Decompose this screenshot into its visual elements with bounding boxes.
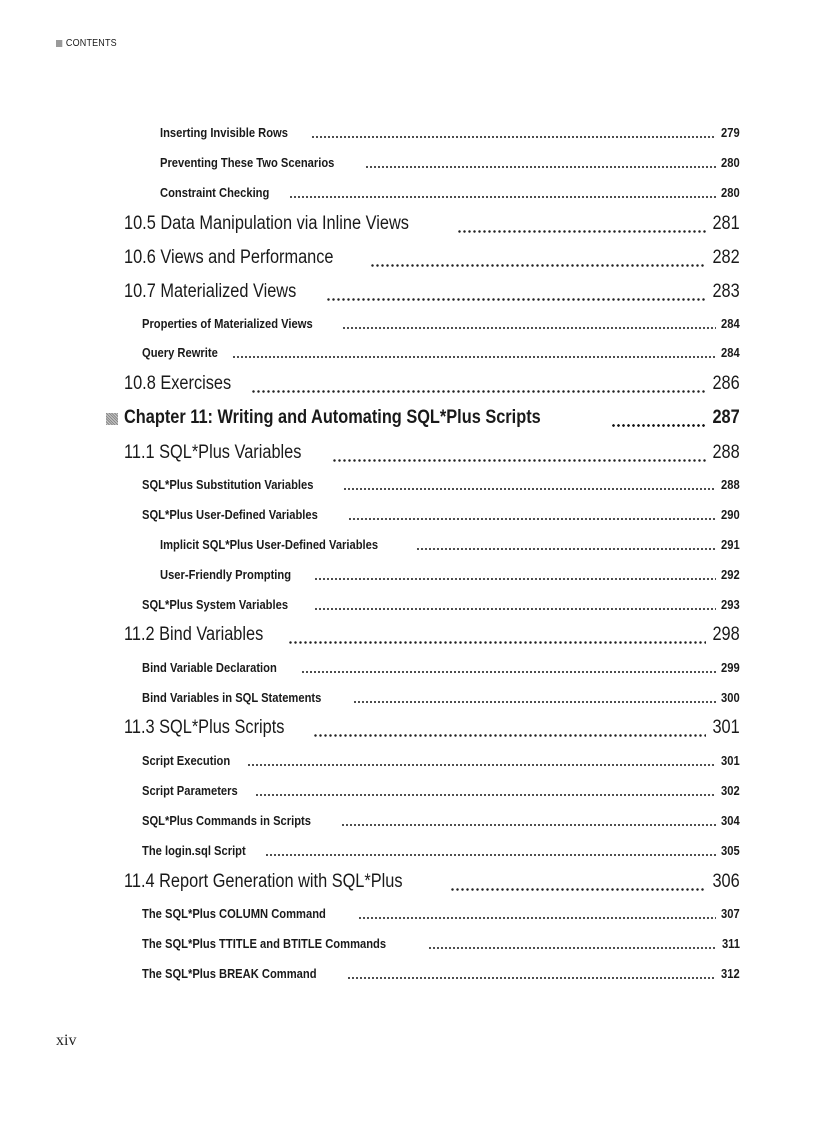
toc-entry-page: 302 [721,783,740,798]
toc-section-page: 301 [712,717,740,738]
toc-section[interactable] [124,245,740,269]
toc-entry[interactable] [142,780,740,798]
dot-leader [332,446,706,464]
toc-entry[interactable] [160,122,740,140]
dot-leader [265,845,717,858]
toc-section-title: 10.6 Views and Performance [124,247,334,268]
toc-entry-page: 311 [721,936,740,951]
toc-section[interactable] [124,279,740,303]
toc-entry-title: SQL*Plus User-Defined Variables [142,507,318,522]
toc-entry[interactable] [142,342,740,360]
toc-section-title: 10.7 Materialized Views [124,281,297,302]
dot-leader [450,875,706,893]
toc-entry[interactable] [160,182,740,200]
toc-entry[interactable] [160,152,740,170]
toc-entry[interactable] [142,474,740,492]
toc-entry-page: 284 [721,345,740,360]
dot-leader [326,285,706,303]
toc-section[interactable] [124,622,740,646]
toc-entry-title: Bind Variable Declaration [142,660,277,675]
toc-entry-page: 291 [721,537,740,552]
dot-leader [313,721,707,739]
toc-entry[interactable] [142,963,740,981]
toc-entry-page: 280 [721,185,740,200]
toc-entry[interactable] [160,564,740,582]
dot-leader [343,479,716,492]
toc-section-title: 11.3 SQL*Plus Scripts [124,717,285,738]
dot-leader [365,157,717,170]
toc-entry[interactable] [142,657,740,675]
toc-entry-page: 280 [721,155,740,170]
toc-entry-page: 300 [721,690,740,705]
toc-section-page: 288 [712,442,740,463]
header-label: CONTENTS [65,38,117,49]
toc-section-title: 11.2 Bind Variables [124,624,264,645]
toc-section-page: 286 [712,373,740,394]
toc-entry-title: Inserting Invisible Rows [160,125,288,140]
page-number: xiv [56,1032,77,1049]
toc-entry-title: Script Execution [142,753,231,768]
toc-entry[interactable] [142,903,740,921]
dot-leader [311,127,716,140]
toc-entry-page: 305 [721,843,740,858]
toc-entry-title: SQL*Plus System Variables [142,597,289,612]
toc-section[interactable] [124,211,740,235]
dot-leader [428,938,717,951]
toc-entry[interactable] [142,933,740,951]
dot-leader [301,662,717,675]
dot-leader [341,815,717,828]
dot-leader [314,569,716,582]
toc-entry-page: 279 [721,125,740,140]
toc-entry-title: Bind Variables in SQL Statements [142,690,322,705]
toc-entry-page: 299 [721,660,740,675]
dot-leader [611,411,707,429]
toc-entry-page: 288 [721,477,740,492]
toc-entry-page: 312 [721,966,740,981]
toc-entry-page: 293 [721,597,740,612]
toc-entry-page: 301 [721,753,740,768]
toc-entry-title: The SQL*Plus TTITLE and BTITLE Commands [142,936,387,951]
toc-section[interactable] [124,869,740,893]
dot-leader [289,187,716,200]
toc-entry-page: 284 [721,316,740,331]
toc-section[interactable] [124,371,740,395]
dot-leader [251,377,707,395]
toc-section-page: 283 [712,281,740,302]
toc-section-title: 11.4 Report Generation with SQL*Plus [124,871,403,892]
toc-entry-title: The SQL*Plus BREAK Command [142,966,317,981]
toc-entry-title: User-Friendly Prompting [160,567,292,582]
dot-leader [370,251,707,269]
toc-entry[interactable] [142,687,740,705]
toc-section-page: 282 [712,247,740,268]
toc-section-title: 10.5 Data Manipulation via Inline Views [124,213,409,234]
toc-section[interactable] [124,440,740,464]
toc-entry-title: Properties of Materialized Views [142,316,313,331]
chapter-square-icon [106,413,118,425]
toc-section-title: 10.8 Exercises [124,373,232,394]
toc-entry[interactable] [142,810,740,828]
dot-leader [353,692,717,705]
toc-section[interactable] [124,715,740,739]
toc-entry-title: Constraint Checking [160,185,270,200]
toc-entry-page: 292 [721,567,740,582]
toc-entry-title: The SQL*Plus COLUMN Command [142,906,326,921]
toc-entry-title: Script Parameters [142,783,238,798]
toc-entry-title: SQL*Plus Commands in Scripts [142,813,311,828]
dot-leader [247,755,717,768]
toc-entry-page: 290 [721,507,740,522]
toc-entry-title: SQL*Plus Substitution Variables [142,477,314,492]
toc-entry-title: Implicit SQL*Plus User-Defined Variables [160,537,379,552]
toc-entry-page: 304 [721,813,740,828]
dot-leader [342,318,716,331]
toc-section-page: 298 [712,624,740,645]
toc-chapter-page: 287 [712,407,740,428]
toc-section-page: 281 [712,213,740,234]
dot-leader [416,539,717,552]
dot-leader [314,599,716,612]
toc-chapter-title: Chapter 11: Writing and Automating SQL*Plus Scripts [124,407,541,428]
toc-entry-title: Preventing These Two Scenarios [160,155,335,170]
toc-entry[interactable] [142,504,740,522]
toc-section-page: 306 [712,871,740,892]
toc-entry[interactable] [142,750,740,768]
toc-chapter[interactable] [106,405,740,429]
toc-section-title: 11.1 SQL*Plus Variables [124,442,302,463]
toc-entry[interactable] [142,840,740,858]
toc-entry-title: The login.sql Script [142,843,246,858]
dot-leader [232,347,716,360]
toc-entry[interactable] [142,313,740,331]
toc-entry[interactable] [160,534,740,552]
dot-leader [348,509,716,522]
dot-leader [457,217,706,235]
dot-leader [288,628,706,646]
toc-entry-title: Query Rewrite [142,345,218,360]
toc-entry[interactable] [142,594,740,612]
dot-leader [255,785,716,798]
dot-leader [358,908,717,921]
toc-entry-page: 307 [721,906,740,921]
dot-leader [347,968,716,981]
